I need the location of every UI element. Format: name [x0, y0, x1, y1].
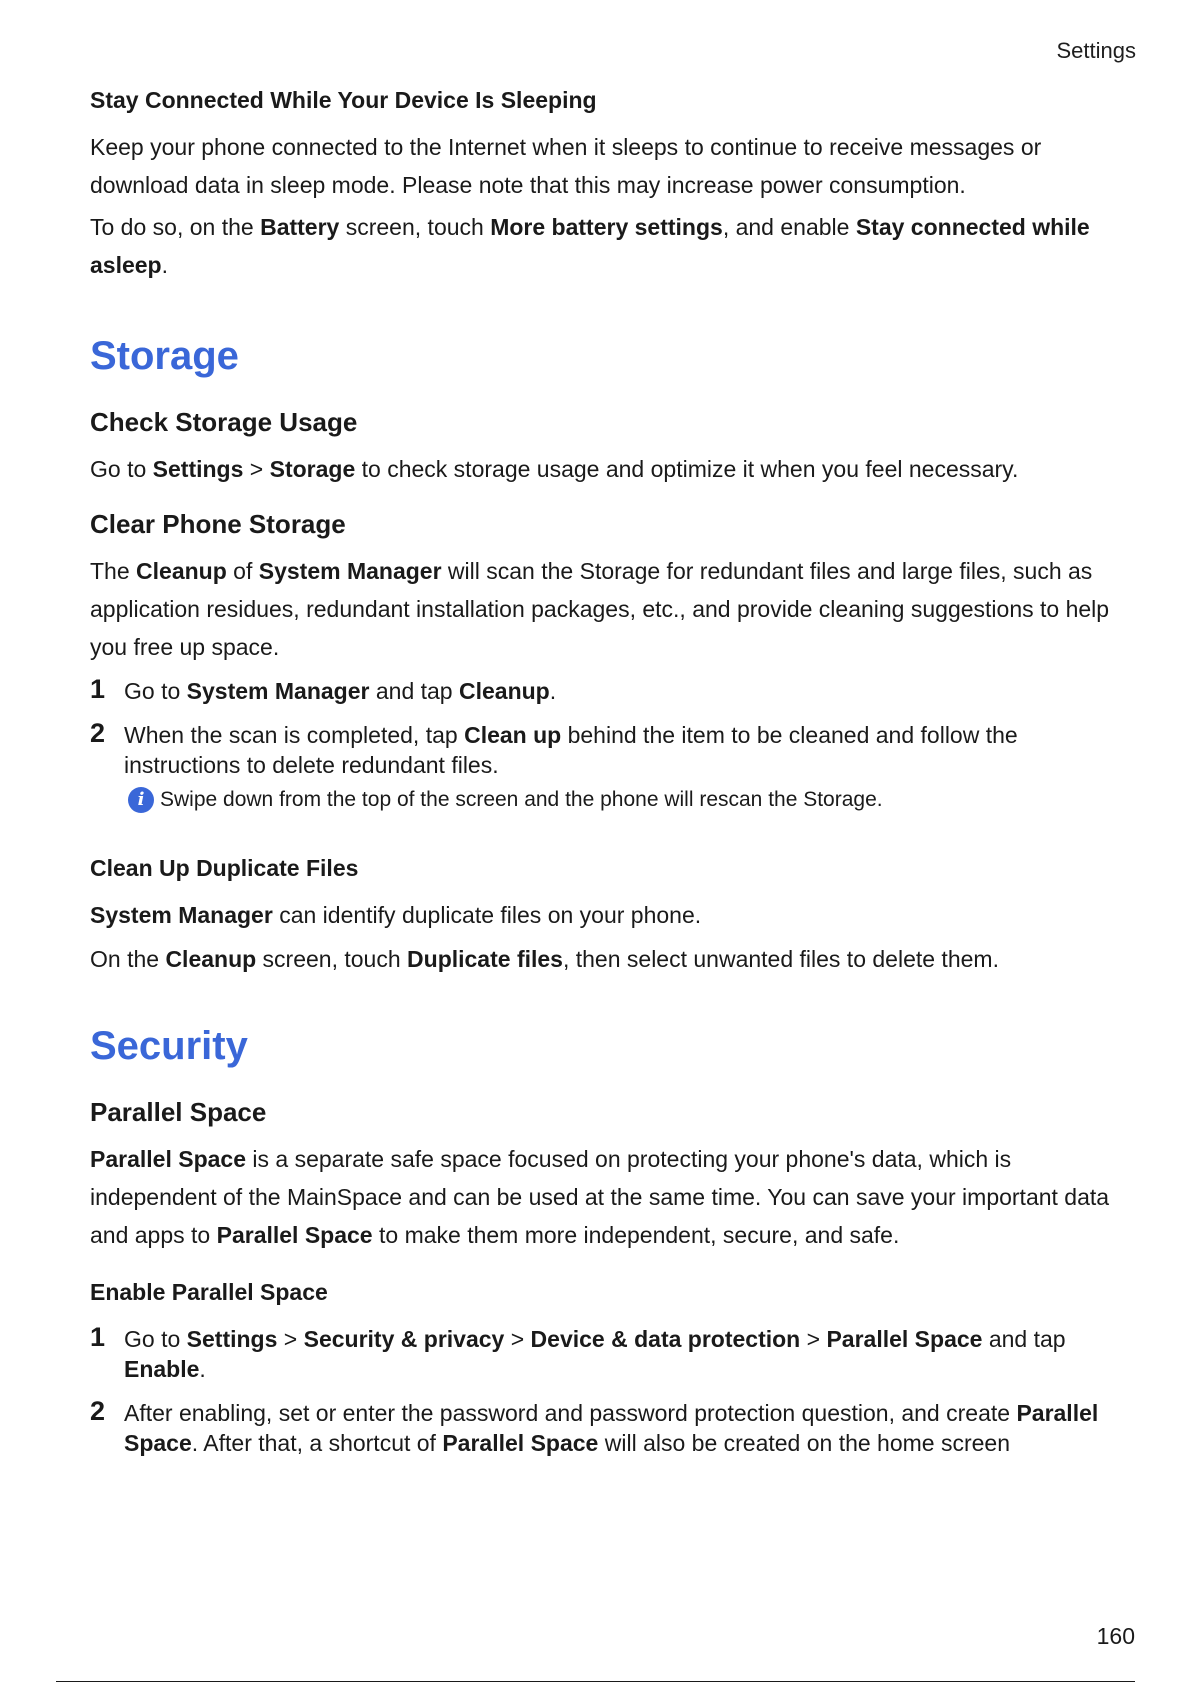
sleep-instructions: To do so, on the Battery screen, touch More battery settings, and enable Stay connected while asleep.: [90, 214, 1090, 278]
step-number: 1: [90, 1322, 106, 1352]
list-item: 1 Go to Settings > Security & privacy > Device & data protection > Parallel Space and tap Enable.: [90, 1322, 1066, 1382]
list-item: 1 Go to System Manager and tap Cleanup.: [90, 674, 557, 704]
enable-parallel-steps: [90, 1324, 1120, 1458]
sleep-description: Keep your phone connected to the Internet when it sleeps to continue to receive messages or download data in sleep mode. Please note that this may increase power consumption.: [90, 134, 1042, 198]
footer-divider: [56, 1681, 1135, 1682]
step-number: 2: [90, 718, 106, 748]
note-text: Swipe down from the top of the screen and the phone will rescan the Storage.: [160, 788, 883, 811]
clear-storage-steps: [90, 676, 1120, 780]
rescan-note: [128, 786, 1120, 814]
page-content: [90, 86, 1120, 1458]
list-item: 2 When the scan is completed, tap Clean up behind the item to be cleaned and follow the instructions to delete redundant files.: [90, 718, 1018, 778]
check-storage-heading: Check Storage Usage: [90, 407, 358, 437]
sleep-heading: Stay Connected While Your Device Is Sleeping: [90, 87, 597, 113]
info-icon: i: [128, 787, 154, 813]
parallel-space-heading: Parallel Space: [90, 1097, 267, 1127]
clear-storage-text: The Cleanup of System Manager will scan the Storage for redundant files and large files, such as application residues, redundant installation packages, etc., and provide cleaning suggestions to help you free up space.: [90, 558, 1110, 660]
clear-storage-heading: Clear Phone Storage: [90, 509, 346, 539]
duplicate-files-text: System Manager can identify duplicate files on your phone.: [90, 902, 702, 928]
check-storage-text: Go to Settings > Storage to check storage usage and optimize it when you feel necessary.: [90, 456, 1019, 482]
storage-section-title: Storage: [90, 334, 239, 378]
duplicate-files-heading: Clean Up Duplicate Files: [90, 855, 359, 881]
step-number: 2: [90, 1396, 106, 1426]
enable-parallel-heading: Enable Parallel Space: [90, 1279, 328, 1305]
step-number: 1: [90, 674, 106, 704]
running-header: Settings: [1056, 38, 1136, 63]
list-item: 2 After enabling, set or enter the password and password protection question, and create Parallel Space. After that, a shortcut of Parallel Space will also be created on the home screen: [90, 1396, 1099, 1456]
duplicate-files-instructions: On the Cleanup screen, touch Duplicate files, then select unwanted files to delete them.: [90, 946, 999, 972]
security-section-title: Security: [90, 1024, 248, 1068]
page-number: 160: [1096, 1623, 1135, 1649]
parallel-space-text: Parallel Space is a separate safe space focused on protecting your phone's data, which is independent of the MainSpace and can be used at the same time. You can save your important data and apps to Parallel Space to make them more independent, secure, and safe.: [90, 1146, 1110, 1248]
